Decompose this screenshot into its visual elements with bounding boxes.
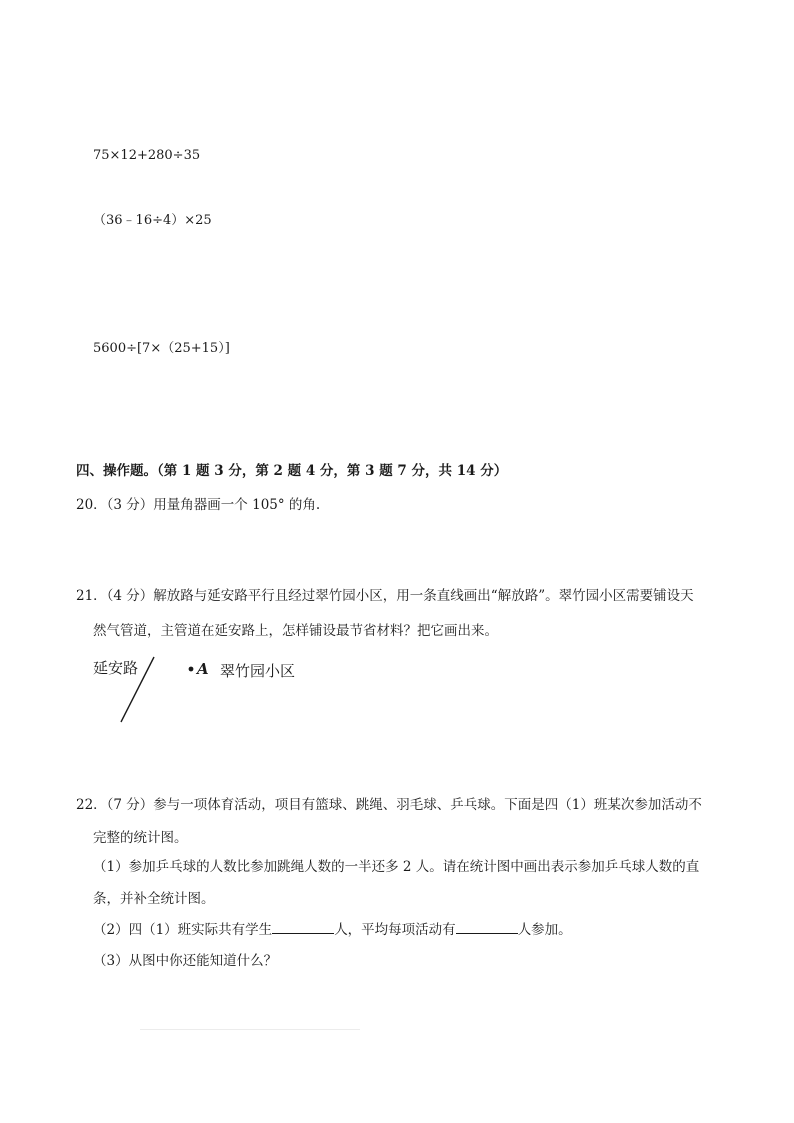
section-title-operations: 四、操作题。（第 1 题 3 分，第 2 题 4 分，第 3 题 7 分，共 14 分）: [76, 463, 508, 479]
chart-top-edge: [140, 1029, 360, 1030]
question-21-line2: 然气管道，主管道在延安路上，怎样铺设最节省材料？把它画出来。: [93, 623, 498, 639]
question-22-line2: 完整的统计图。: [93, 830, 188, 846]
expression-2: （36﹣16÷4）×25: [93, 213, 212, 228]
road-figure: [90, 652, 320, 727]
yanan-road-label: 延安路: [93, 659, 139, 677]
question-22-line1: 22．（7 分）参与一项体育活动，项目有篮球、跳绳、羽毛球、乒乓球。下面是四（1）班某次参加活动不: [76, 797, 702, 813]
point-a-label: A: [197, 660, 209, 678]
sub2-text-c: 人参加。: [517, 922, 572, 938]
sub2-text-a: （2）四（1）班实际共有学生: [93, 922, 273, 938]
question-22-sub1-line2: 条，并补全统计图。: [93, 891, 215, 907]
question-22-sub3: （3）从图中你还能知道什么？: [93, 953, 278, 969]
cuizhuyuan-label: 翠竹园小区: [220, 662, 296, 680]
total-students-blank[interactable]: [272, 921, 334, 934]
question-21-line1: 21．（4 分）解放路与延安路平行且经过翠竹园小区，用一条直线画出“解放路”。翠竹园小区需要铺设天: [76, 588, 694, 604]
question-20: 20．（3 分）用量角器画一个 105° 的角.: [76, 497, 321, 513]
expression-1: 75×12+280÷35: [93, 148, 201, 163]
question-22-sub1-line1: （1）参加乒乓球的人数比参加跳绳人数的一半还多 2 人。请在统计图中画出表示参加乒乓球人数的直: [93, 859, 700, 875]
sub2-text-b: 人，平均每项活动有: [334, 922, 456, 938]
average-per-activity-blank[interactable]: [456, 921, 518, 934]
expression-3: 5600÷[7×（25+15）]: [93, 341, 230, 356]
point-a-dot: [189, 667, 194, 672]
question-22-sub2: [93, 918, 572, 938]
